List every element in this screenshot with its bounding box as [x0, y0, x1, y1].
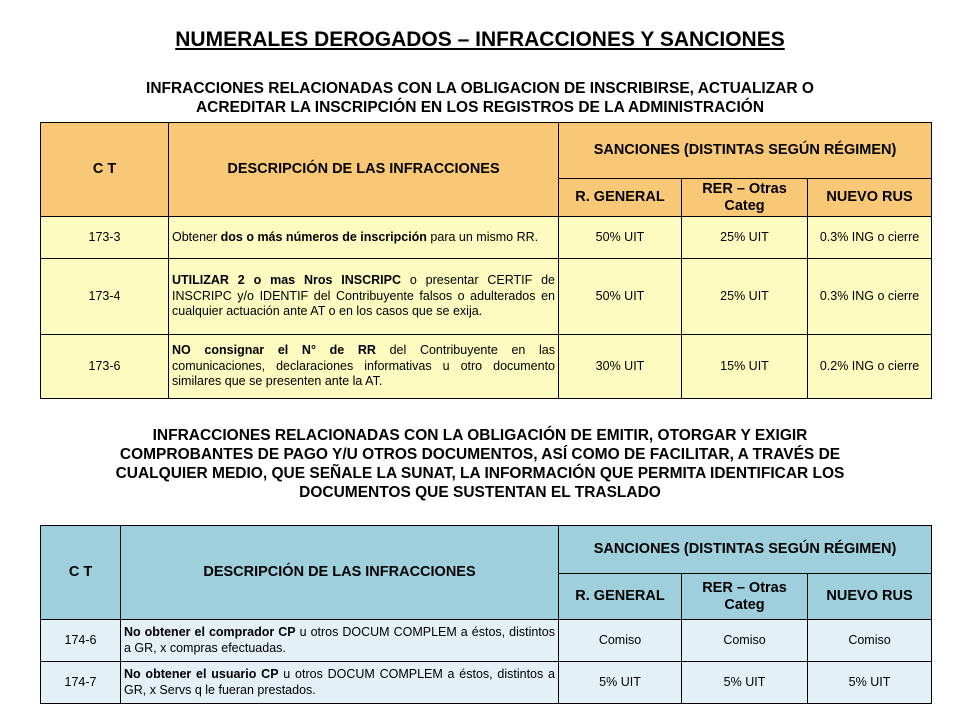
header-ct: C T [41, 526, 121, 620]
description-text: del Contribuyente en las comunicaciones, declaraciones informativas u otro documento similares que se presenten ante la AT. [172, 343, 556, 389]
rer-cell: 5% UIT [682, 662, 808, 704]
r-general-cell: 50% UIT [559, 259, 682, 335]
rer-cell: Comiso [682, 620, 808, 662]
table-row [41, 335, 932, 399]
ct-cell: 173-3 [41, 217, 169, 259]
r-general-cell: Comiso [559, 620, 682, 662]
header-r-general: R. GENERAL [559, 574, 682, 620]
r-general-cell: 50% UIT [559, 217, 682, 259]
section2-heading [40, 426, 920, 502]
nuevo-rus-cell: 5% UIT [808, 662, 932, 704]
header-r-general: R. GENERAL [559, 179, 682, 217]
description-text: u otros DOCUM COMPLEM a éstos, distintos a GR, x Servs q le fueran prestados. [124, 667, 555, 697]
description-bold-text: No obtener el comprador CP [124, 625, 296, 639]
page-title: NUMERALES DEROGADOS – INFRACCIONES Y SANCIONES [175, 28, 785, 51]
description-cell [121, 662, 559, 704]
description-text: para un mismo RR. [426, 229, 539, 244]
header-descripcion: DESCRIPCIÓN DE LAS INFRACCIONES [169, 123, 559, 217]
rer-cell: 25% UIT [682, 217, 808, 259]
description-cell [169, 335, 559, 399]
description-text: u otros DOCUM COMPLEM a éstos, distintos a GR, x compras efectuadas. [124, 625, 555, 655]
inscription-infractions-table [40, 122, 932, 399]
description-bold-text: UTILIZAR 2 o mas Nros INSCRIPC [172, 273, 402, 288]
description-bold-text: dos o más números de inscripción [220, 229, 427, 244]
section2-heading-line: COMPROBANTES DE PAGO Y/U OTROS DOCUMENTOS, ASÍ COMO DE FACILITAR, A TRAVÉS DE [119, 446, 841, 463]
nuevo-rus-cell: 0.3% ING o cierre [808, 217, 932, 259]
section2-heading-line: CUALQUIER MEDIO, QUE SEÑALE LA SUNAT, LA INFORMACIÓN QUE PERMITA IDENTIFICAR LOS [115, 465, 845, 482]
section1-heading [60, 79, 900, 117]
description-cell [121, 620, 559, 662]
section1-heading-line: ACREDITAR LA INSCRIPCIÓN EN LOS REGISTROS DE LA ADMINISTRACIÓN [195, 99, 765, 116]
description-cell [169, 259, 559, 335]
header-sanciones: SANCIONES (DISTINTAS SEGÚN RÉGIMEN) [559, 526, 932, 574]
header-ct: C T [41, 123, 169, 217]
section2-heading-line: INFRACCIONES RELACIONADAS CON LA OBLIGACIÓN DE EMITIR, OTORGAR Y EXIGIR [152, 427, 808, 444]
rer-cell: 25% UIT [682, 259, 808, 335]
header-rer: RER – Otras Categ [682, 574, 808, 620]
header-descripcion: DESCRIPCIÓN DE LAS INFRACCIONES [121, 526, 559, 620]
section2-heading-line: DOCUMENTOS QUE SUSTENTAN EL TRASLADO [299, 484, 661, 501]
nuevo-rus-cell: 0.3% ING o cierre [808, 259, 932, 335]
r-general-cell: 30% UIT [559, 335, 682, 399]
ct-cell: 173-4 [41, 259, 169, 335]
description-cell [169, 217, 559, 259]
ct-cell: 174-6 [41, 620, 121, 662]
description-text: Obtener [172, 229, 221, 244]
nuevo-rus-cell: Comiso [808, 620, 932, 662]
table-row [41, 662, 932, 704]
payment-vouchers-infractions-table [40, 525, 932, 704]
table-row [41, 259, 932, 335]
section1-heading-line: INFRACCIONES RELACIONADAS CON LA OBLIGACION DE INSCRIBIRSE, ACTUALIZAR O [146, 80, 814, 97]
ct-cell: 174-7 [41, 662, 121, 704]
header-sanciones: SANCIONES (DISTINTAS SEGÚN RÉGIMEN) [559, 123, 932, 179]
header-nuevo-rus: NUEVO RUS [808, 179, 932, 217]
header-nuevo-rus: NUEVO RUS [808, 574, 932, 620]
header-rer: RER – Otras Categ [682, 179, 808, 217]
description-bold-text: NO consignar el N° de RR [172, 343, 376, 358]
nuevo-rus-cell: 0.2% ING o cierre [808, 335, 932, 399]
r-general-cell: 5% UIT [559, 662, 682, 704]
rer-cell: 15% UIT [682, 335, 808, 399]
description-bold-text: No obtener el usuario CP [124, 667, 279, 681]
ct-cell: 173-6 [41, 335, 169, 399]
description-text: o presentar CERTIF de INSCRIPC y/o IDENTIF del Contribuyente falsos o adulterados en cualquier actuación ante AT o en los casos que se exija. [172, 273, 555, 319]
table-row [41, 620, 932, 662]
table-row [41, 217, 932, 259]
